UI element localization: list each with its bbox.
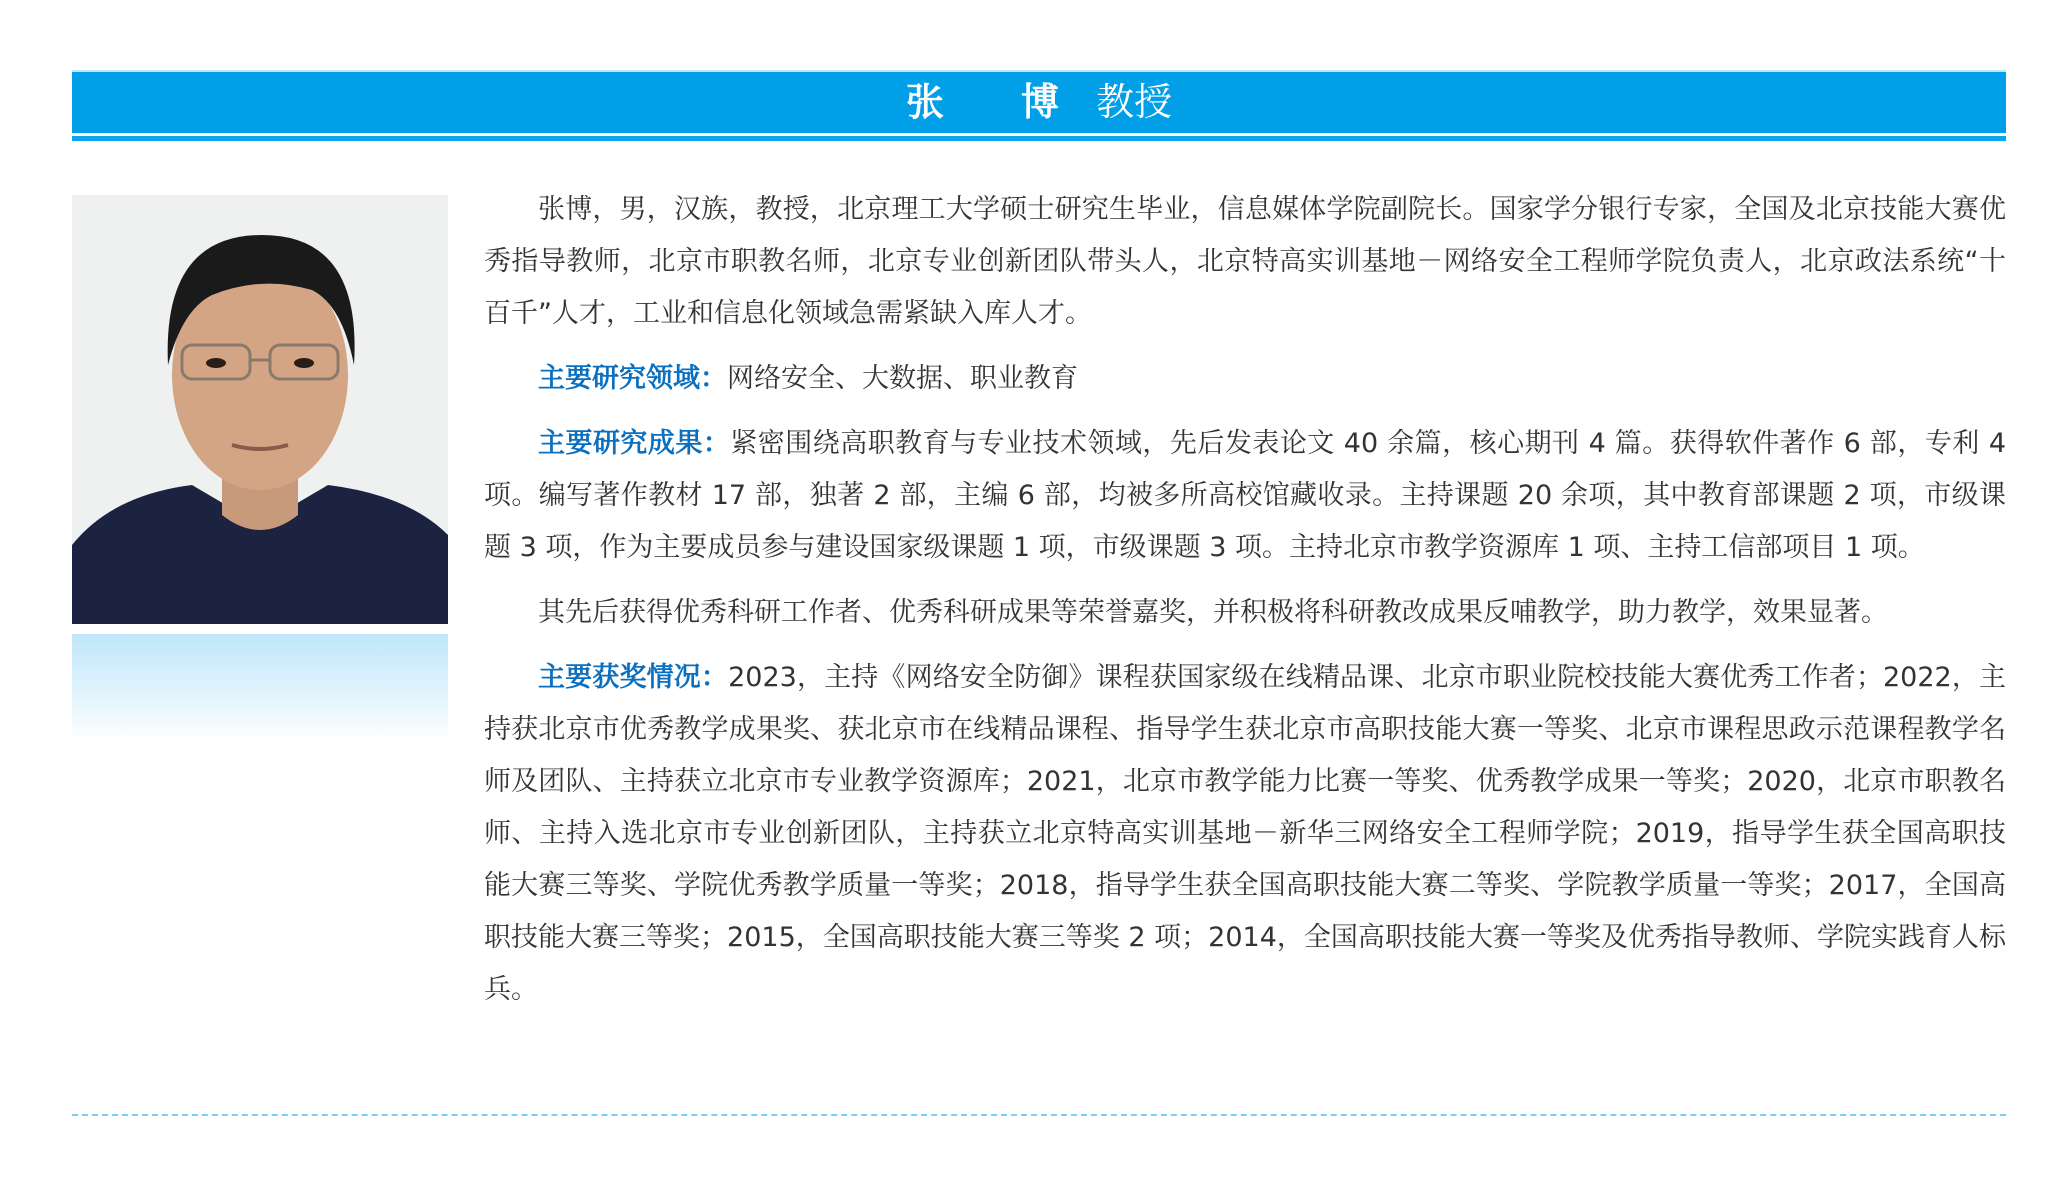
- footer-dashed-divider: [72, 1114, 2006, 1116]
- research-results-paragraph: [484, 418, 2006, 574]
- person-title: 教授: [1096, 80, 1173, 124]
- bio-paragraph: 张博，男，汉族，教授，北京理工大学硕士研究生毕业，信息媒体学院副院长。国家学分银行专家，全国及北京技能大赛优秀指导教师，北京市职教名师，北京专业创新团队带头人，北京特高实训基地－网络安全工程师学院负责人，北京政法系统“十百千”人才，工业和信息化领域急需紧缺入库人才。: [484, 194, 2006, 329]
- photo-caption-gradient: [72, 634, 448, 744]
- banner-underline: [72, 136, 2006, 141]
- research-results-text: 紧密围绕高职教育与专业技术领域，先后发表论文 40 余篇，核心期刊 4 篇。获得软件著作 6 部，专利 4 项。编写著作教材 17 部，独著 2 部，主编 6 部，均被多所高校馆藏收录。主持课题 20 余项，其中教育部课题 2 项，市级课题 3 项，作为主要成员参与建设国家级课题 1 项，市级课题 3 项。主持北京市教学资源库 1 项、主持工信部项目 1 项。: [484, 428, 2007, 563]
- profile-content: [484, 184, 2006, 1029]
- honors-paragraph: 其先后获得优秀科研工作者、优秀科研成果等荣誉嘉奖，并积极将科研教改成果反哺教学，助力教学，效果显著。: [538, 597, 1888, 628]
- research-area-label: 主要研究领域：: [538, 363, 727, 394]
- awards-text: 2023，主持《网络安全防御》课程获国家级在线精品课、北京市职业院校技能大赛优秀工作者；2022，主持获北京市优秀教学成果奖、获北京市在线精品课程、指导学生获北京市高职技能大赛一等奖、北京市课程思政示范课程教学名师及团队、主持获立北京市专业教学资源库；2021，北京市教学能力比赛一等奖、优秀教学成果一等奖；2020，北京市职教名师、主持入选北京市专业创新团队，主持获立北京特高实训基地－新华三网络安全工程师学院；2019，指导学生获全国高职技能大赛三等奖、学院优秀教学质量一等奖；2018，指导学生获全国高职技能大赛二等奖、学院教学质量一等奖；2017，全国高职技能大赛三等奖；2015，全国高职技能大赛三等奖 2 项；2014，全国高职技能大赛一等奖及优秀指导教师、学院实践育人标兵。: [484, 662, 2006, 1005]
- research-area-paragraph: [484, 353, 2006, 405]
- portrait-photo: [72, 195, 448, 624]
- awards-paragraph: [484, 652, 2006, 1016]
- name-banner: [72, 70, 2006, 133]
- person-name: 张 博: [905, 80, 1092, 124]
- awards-label: 主要获奖情况：: [538, 662, 729, 693]
- research-area-text: 网络安全、大数据、职业教育: [727, 363, 1078, 394]
- research-results-label: 主要研究成果：: [538, 428, 731, 459]
